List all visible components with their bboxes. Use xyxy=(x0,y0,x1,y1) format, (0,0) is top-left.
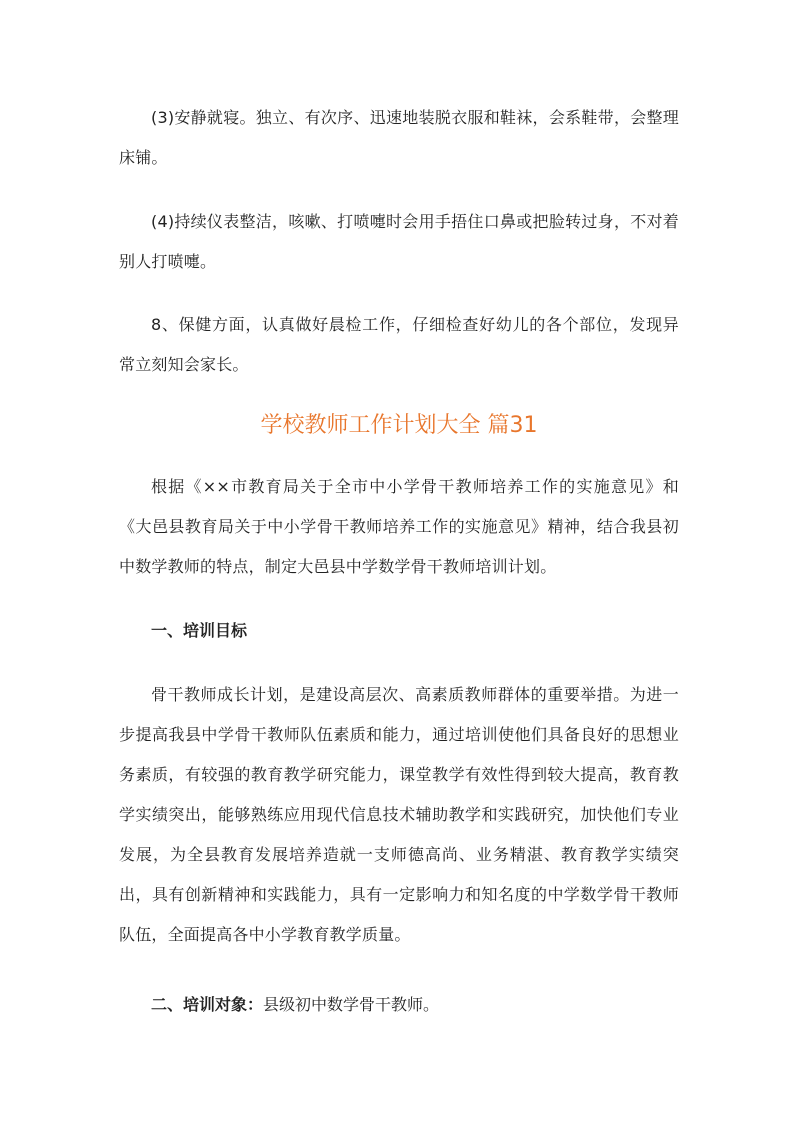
paragraph-sleep-habits: (3)安静就寝。独立、有次序、迅速地装脱衣服和鞋袜，会系鞋带，会整理床铺。 xyxy=(119,108,679,167)
paragraph-training-goal: 骨干教师成长计划，是建设高层次、高素质教师群体的重要举措。为进一步提高我县中学骨干教师队伍素质和能力，通过培训使他们具备良好的思想业务素质，有较强的教育教学研究能力，课堂教学有效性得到较大提高，教育教学实绩突出，能够熟练应用现代信息技术辅助教学和实践研究，加快他们专业发展，为全县教育发展培养造就一支师德高尚、业务精湛、教育教学实绩突出，具有创新精神和实践能力，具有一定影响力和知名度的中学数学骨干教师队伍，全面提高各中小学教育教学质量。 xyxy=(119,685,679,944)
paragraph-appearance-habits: (4)持续仪表整洁，咳嗽、打喷嚏时会用手捂住口鼻或把脸转过身，不对着别人打喷嚏。 xyxy=(119,212,679,271)
paragraph-health-care: 8、保健方面，认真做好晨检工作，仔细检查好幼儿的各个部位，发现异常立刻知会家长。 xyxy=(119,315,679,374)
training-goal-title: 一、培训目标 xyxy=(151,621,248,640)
training-target-text: 县级初中数学骨干教师。 xyxy=(263,995,440,1014)
section-heading: 学校教师工作计划大全 篇31 xyxy=(260,413,538,438)
training-target-title: 二、培训对象： xyxy=(151,995,264,1014)
training-target-line xyxy=(119,985,679,1025)
paragraph-introduction: 根据《××市教育局关于全市中小学骨干教师培养工作的实施意见》和《大邑县教育局关于中小学骨干教师培养工作的实施意见》精神，结合我县初中数学教师的特点，制定大邑县中学数学骨干教师培训计划。 xyxy=(119,477,679,576)
